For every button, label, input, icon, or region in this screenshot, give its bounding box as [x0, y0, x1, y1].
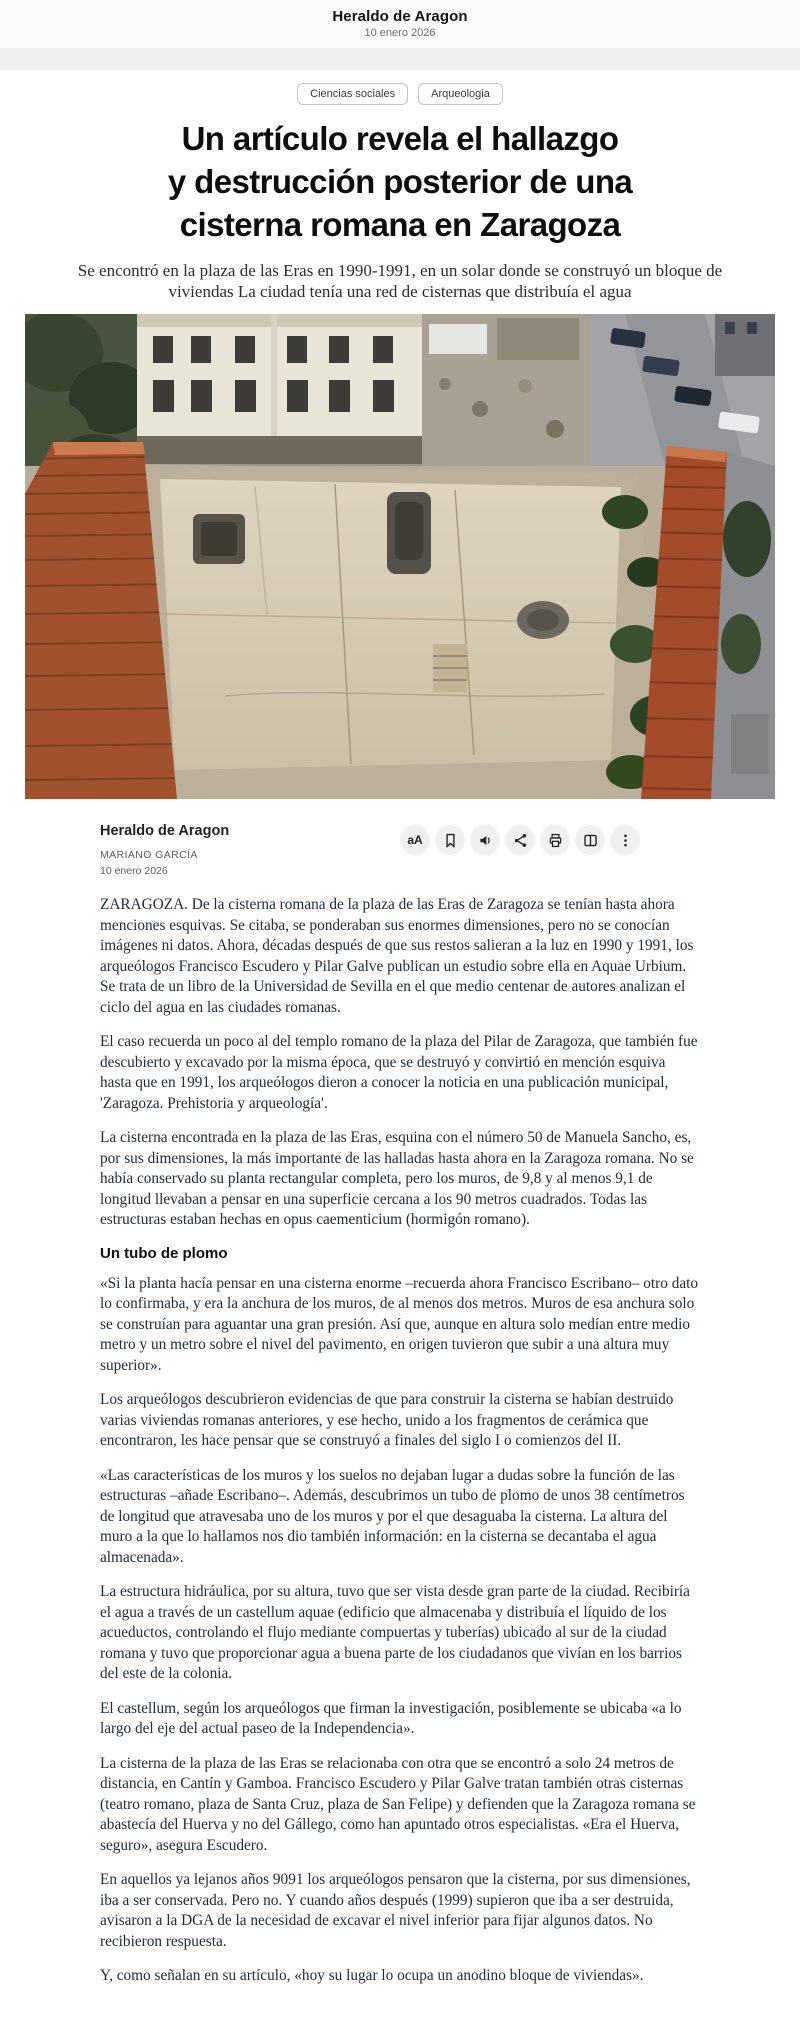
article-subtitle: Se encontró en la plaza de las Eras en 1990-1991, en un solar donde se construyó un bloque de viviendas La ciudad tenía una red de cisternas que distribuía el agua	[77, 261, 723, 301]
article-body	[100, 895, 700, 1987]
header-divider	[0, 48, 800, 70]
byline-row	[100, 823, 700, 877]
text-size-button[interactable]	[400, 825, 430, 855]
page-title	[0, 117, 800, 246]
site-title: Heraldo de Aragon	[332, 8, 468, 25]
reader-view-button[interactable]	[575, 825, 605, 855]
byline-date: 10 enero 2026	[100, 865, 168, 877]
paragraph: El castellum, según los arqueólogos que firman la investigación, posiblemente se ubicaba «a lo largo del eje del actual paseo de la Independencia».	[100, 1699, 682, 1737]
printer-icon	[547, 832, 564, 849]
byline-source: Heraldo de Aragon	[100, 823, 230, 839]
paragraph: En aquellos ya lejanos años 9091 los arqueólogos pensaron que la cisterna, por sus dimensiones, iba a ser conservada. Pero no. Y cuando años después (1999) supieron que iba a ser destruida, avisaron a la DGA de la necesidad de excavar el nivel inferior para fijar algunos datos. No recibieron respuesta.	[100, 1871, 691, 1950]
paragraph: La estructura hidráulica, por su altura, tuvo que ser vista desde gran parte de la ciudad. Recibiría el agua a través de un castellum aquae (edificio que almacenaba y distribuía el líquido de los acueductos, controlando el flujo mediante compuertas y tuberías) ubicado al sur de la ciudad romana y tuvo que proporcionar agua a buena parte de los ciudadanos que vivían en los barrios del este de la colonia.	[100, 1583, 690, 1682]
text-size-icon: aA	[407, 833, 423, 847]
bookmark-button[interactable]	[435, 825, 465, 855]
paragraph: ZARAGOZA. De la cisterna romana de la plaza de las Eras de Zaragoza se tenían hasta ahora menciones esquivas. Se citaba, se ponderaban sus enormes dimensiones, pero no se conocían imágenes ni datos. Ahora, décadas después de que sus restos salieran a la luz en 1990 y 1991, los arqueólogos Francisco Escudero y Pilar Galve publican un estudio sobre ella en Aquae Urbium. Se trata de un libro de la Universidad de Sevilla en el que medio centenar de autores analizan el ciclo del agua en las ciudades romanas.	[100, 896, 694, 1016]
headline-line-1: Un artículo revela el hallazgo	[181, 120, 619, 157]
byline-author: MARIANO GARCÍA	[100, 849, 198, 861]
paragraph: «Las características de los muros y los suelos no dejaban lugar a dudas sobre la función de las estructuras –añade Escribano–. Además, descubrimos un tubo de plomo de unos 38 centímetros de longitud que atravesaba uno de los muros y por el que desaguaba la cisterna. La altura del muro a la que lo hallamos nos dio también información: en la cisterna se decantaba el agua almacenada».	[100, 1466, 685, 1566]
article-toolbar	[400, 825, 640, 855]
reader-view-icon	[582, 832, 599, 849]
masthead	[0, 0, 800, 48]
more-options-button[interactable]	[610, 825, 640, 855]
headline-line-2: y destrucción posterior de una	[167, 163, 633, 200]
tag-row	[0, 83, 800, 105]
kebab-menu-icon	[617, 832, 634, 849]
speaker-icon	[477, 832, 494, 849]
bookmark-icon	[442, 832, 459, 849]
paragraph: «Si la planta hacía pensar en una cisterna enorme –recuerda ahora Francisco Escribano– otro dato lo confirmaba, y era la anchura de los muros, de al menos dos metros. Muros de esa anchura solo se construían para aguantar una gran presión. Así que, aunque en altura solo medían entre medio metro y un metro sobre el nivel del pavimento, en origen tuvieron que subir a una altura muy superior».	[100, 1274, 699, 1374]
article-page	[0, 83, 800, 1987]
article-photo	[25, 314, 775, 799]
listen-button[interactable]	[470, 825, 500, 855]
paragraph: La cisterna encontrada en la plaza de las Eras, esquina con el número 50 de Manuela Sancho, es, por sus dimensiones, la más importante de las halladas hasta ahora en la Zaragoza romana. No se había conservado su planta rectangular completa, pero los muros, de 9,8 y al menos 9,1 de longitud llevaban a pensar en una superficie cercana a los 90 metros cuadrados. Todas las estructuras estaban hechas en opus caementicium (hormigón romano).	[100, 1129, 694, 1228]
paragraph: Y, como señalan en su artículo, «hoy su lugar lo ocupa un anodino bloque de viviendas».	[100, 1967, 644, 1984]
paragraph: La cisterna de la plaza de las Eras se relacionaba con otra que se encontró a solo 24 metros de distancia, en Cantín y Gamboa. Francisco Escudero y Pilar Galve tratan también otras cisternas (teatro romano, plaza de Santa Cruz, plaza de San Felipe) y defienden que la Zaragoza romana se abastecía del Huerva y no del Gállego, como han apuntado otros especialistas. «Era el Huerva, seguro», asegura Escudero.	[100, 1754, 696, 1854]
byline-meta	[100, 823, 229, 877]
masthead-date: 10 enero 2026	[364, 27, 436, 39]
paragraph: El caso recuerda un poco al del templo romano de la plaza del Pilar de Zaragoza, que también fue descubierto y excavado por la misma época, que se destruyó y convirtió en mención esquiva hasta que en 1991, los arqueólogos dieron a conocer la noticia en una publicación municipal, 'Zaragoza. Prehistoria y arqueología'.	[100, 1033, 698, 1112]
print-button[interactable]	[540, 825, 570, 855]
paragraph: Los arqueólogos descubrieron evidencias de que para construir la cisterna se habían destruido varias viviendas romanas anteriores, y ese hecho, unido a los fragmentos de cerámica que encontraron, les hace pensar que se construyó a finales del siglo I o comienzos del II.	[100, 1391, 674, 1449]
share-icon	[512, 832, 529, 849]
tag-arqueologia[interactable]: Arqueologia	[418, 83, 503, 105]
excavation-aerial-photo	[25, 314, 775, 799]
tag-ciencias-sociales[interactable]: Ciencias sociales	[297, 83, 408, 105]
share-button[interactable]	[505, 825, 535, 855]
article-subhead: Un tubo de plomo	[100, 1244, 228, 1262]
headline-line-3: cisterna romana en Zaragoza	[179, 206, 621, 243]
